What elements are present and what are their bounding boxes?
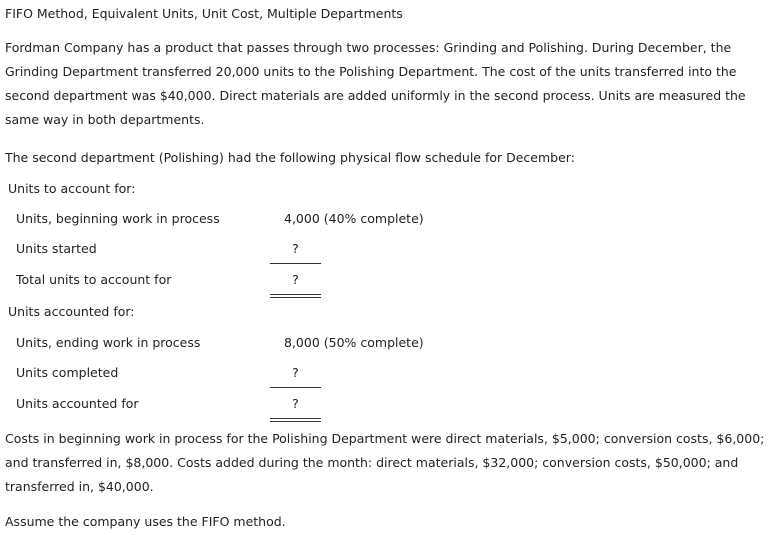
schedule-intro: The second department (Polishing) had the following physical flow schedule for December: <box>5 150 575 165</box>
problem-title: FIFO Method, Equivalent Units, Unit Cost, Multiple Departments <box>5 6 403 21</box>
costs-paragraph: Costs in beginning work in process for the Polishing Department were direct materials, $5,000; conversion costs, $6,000; and transferred in, $8,000. Costs added during the month: direct materials, $32,000; conversion costs, $50,000; and transferred in, $40,000. <box>5 431 765 494</box>
units-completed-value: ? <box>292 365 299 380</box>
beginning-wip-value: 4,000 (40% complete) <box>284 211 424 226</box>
units-started-label: Units started <box>16 241 97 256</box>
beginning-wip-label: Units, beginning work in process <box>16 211 220 226</box>
units-completed-label: Units completed <box>16 365 119 380</box>
total-to-account-value: ? <box>292 272 299 287</box>
assumption-text: Assume the company uses the FIFO method. <box>5 514 286 529</box>
units-accounted-value: ? <box>292 396 299 411</box>
ending-wip-label: Units, ending work in process <box>16 335 201 350</box>
units-to-account-heading: Units to account for: <box>8 181 136 196</box>
total-double-rule <box>270 418 321 422</box>
total-double-rule <box>270 294 321 298</box>
subtotal-rule <box>270 387 321 388</box>
intro-paragraph: Fordman Company has a product that passes through two processes: Grinding and Polishing. During December, the Grinding Department transferred 20,000 units to the Polishing Department. The cost of the units transferred into the second department was $40,000. Direct materials are added uniformly in the second process. Units are measured the same way in both departments. <box>5 40 746 127</box>
units-accounted-heading: Units accounted for: <box>8 304 135 319</box>
units-started-value: ? <box>292 241 299 256</box>
total-to-account-label: Total units to account for <box>16 272 172 287</box>
units-accounted-label: Units accounted for <box>16 396 139 411</box>
subtotal-rule <box>270 263 321 264</box>
ending-wip-value: 8,000 (50% complete) <box>284 335 424 350</box>
